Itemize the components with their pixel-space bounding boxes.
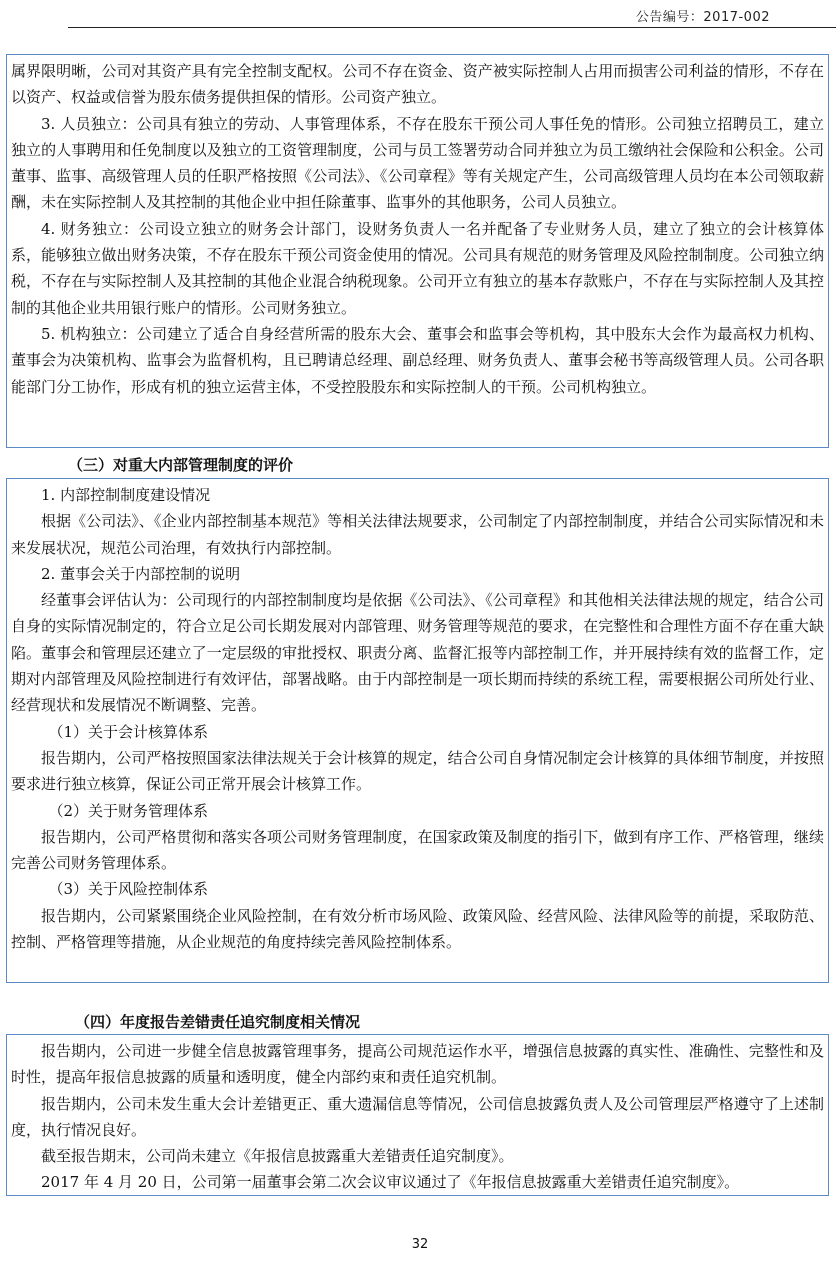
personnel-independence-paragraph: 3. 人员独立：公司具有独立的劳动、人事管理体系，不存在股东干预公司人事任免的情形。公司独立招聘员工，建立独立的人事聘用和任免制度以及独立的工资管理制度，公司与员工签署劳动合同并独立为员工缴纳社会保险和公积金。公司董事、监事、高级管理人员的任职严格按照《公司法》、《公司章程》等有关规定产生，公司高级管理人员均在本公司领取薪酬，未在实际控制人及其控制的其他企业中担任除董事、监事外的其他职务，公司人员独立。 (11, 114, 824, 212)
risk-system-body: 报告期内，公司紧紧围绕企业风险控制，在有效分析市场风险、政策风险、经营风险、法律风险等的前提，采取防范、控制、严格管理等措施，从企业规范的角度持续完善风险控制体系。 (11, 906, 824, 952)
risk-system-title: （3）关于风险控制体系 (48, 880, 209, 899)
page-number: 32 (411, 1237, 429, 1252)
finance-system-body: 报告期内，公司严格贯彻和落实各项公司财务管理制度，在国家政策及制度的指引下，做到有序工作、严格管理，继续完善公司财务管理体系。 (11, 827, 824, 873)
error-accountability-section-box (6, 1034, 829, 1196)
independence-section-box (6, 54, 829, 448)
disclosure-improvement-paragraph: 报告期内，公司进一步健全信息披露管理事务，提高公司规范运作水平，增强信息披露的真实性、准确性、完整性和及时性，提高年报信息披露的质量和透明度，健全内部约束和责任追究机制。 (11, 1042, 824, 1087)
section-4-heading: （四）年度报告差错责任追究制度相关情况 (75, 1013, 361, 1031)
finance-system-title: （2）关于财务管理体系 (48, 801, 209, 820)
announcement-code: 公告编号：2017-002 (635, 10, 770, 25)
accounting-system-body: 报告期内，公司严格按照国家法律法规关于会计核算的规定，结合公司自身情况制定会计核算的具体细节制度，并按照要求进行独立核算，保证公司正常开展会计核算工作。 (11, 748, 824, 794)
accounting-system-title: （1）关于会计核算体系 (48, 722, 209, 741)
board-statement-body: 经董事会评估认为：公司现行的内部控制制度均是依据《公司法》、《公司章程》和其他相关法律法规的规定，结合公司自身的实际情况制定的，符合立足公司长期发展对内部管理、财务管理等规范的要求，在完整性和合理性方面不存在重大缺陷。董事会和管理层还建立了一定层级的审批授权、职责分离、监督汇报等内部控制工作，并开展持续有效的监督工作，定期对内部管理及风险控制进行有效评估，部署战略。由于内部控制是一项长期而持续的系统工程，需要根据公司所处行业、经营现状和发展情况不断调整、完善。 (11, 591, 824, 715)
section-3-heading: （三）对重大内部管理制度的评价 (68, 456, 294, 474)
board-approval-paragraph: 2017 年 4 月 20 日，公司第一届董事会第二次会议审议通过了《年报信息披露重大差错责任追究制度》。 (41, 1173, 740, 1192)
no-major-errors-paragraph: 报告期内，公司未发生重大会计差错更正、重大遗漏信息等情况，公司信息披露负责人及公司管理层严格遵守了上述制度，执行情况良好。 (11, 1094, 824, 1139)
board-statement-title: 2. 董事会关于内部控制的说明 (41, 564, 241, 583)
asset-independence-paragraph: 属界限明晰，公司对其资产具有完全控制支配权。公司不存在资金、资产被实际控制人占用而损害公司利益的情形，不存在以资产、权益或信誉为股东债务提供担保的情形。公司资产独立。 (11, 62, 824, 107)
system-not-established-paragraph: 截至报告期末，公司尚未建立《年报信息披露重大差错责任追究制度》。 (41, 1147, 514, 1166)
control-system-body: 根据《公司法》、《企业内部控制基本规范》等相关法律法规要求，公司制定了内部控制制度，并结合公司实际情况和未来发展状况，规范公司治理，有效执行内部控制。 (11, 512, 824, 557)
internal-control-section-box (6, 478, 829, 983)
header-divider (68, 27, 836, 28)
organization-independence-paragraph: 5. 机构独立：公司建立了适合自身经营所需的股东大会、董事会和监事会等机构，其中股东大会作为最高权力机构、董事会为决策机构、监事会为监督机构，且已聘请总经理、副总经理、财务负责人、董事会秘书等高级管理人员。公司各职能部门分工协作，形成有机的独立运营主体，不受控股股东和实际控制人的干预。公司机构独立。 (11, 324, 824, 396)
control-system-title: 1. 内部控制制度建设情况 (41, 486, 211, 504)
financial-independence-paragraph: 4. 财务独立：公司设立独立的财务会计部门，设财务负责人一名并配备了专业财务人员，建立了独立的会计核算体系，能够独立做出财务决策，不存在股东干预公司资金使用的情况。公司具有规范的财务管理及风险控制制度。公司独立纳税，不存在与实际控制人及其控制的其他企业混合纳税现象。公司开立有独立的基本存款账户，不存在与实际控制人及其控制的其他企业共用银行账户的情形。公司财务独立。 (11, 219, 824, 317)
